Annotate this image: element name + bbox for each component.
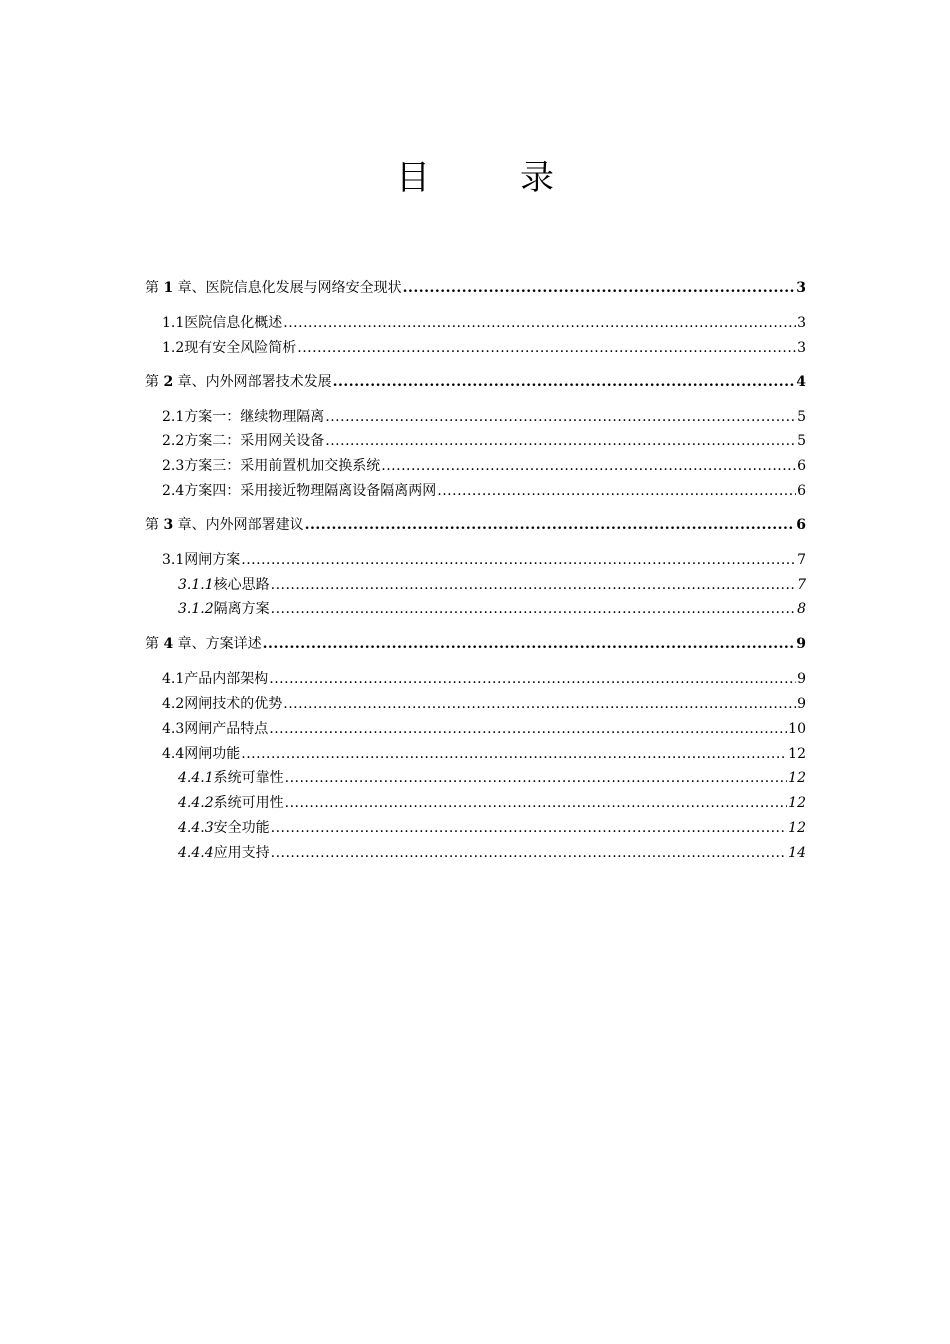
- toc-leader-dots: [269, 720, 787, 738]
- toc-entry-number: 3.1: [162, 552, 185, 568]
- toc-entry-4-4-3[interactable]: [178, 819, 806, 837]
- toc-page-number: 6: [797, 483, 806, 499]
- toc-entry-number: 4.1: [162, 671, 185, 687]
- toc-leader-dots: [285, 794, 788, 812]
- toc-entry-1-1[interactable]: [162, 314, 806, 332]
- toc-entry-title: 系统可靠性: [213, 770, 284, 786]
- toc-leader-dots: [325, 432, 796, 450]
- toc-entry-number: 2.3: [162, 458, 185, 474]
- toc-entry-title: 现有安全风险简析: [184, 340, 297, 356]
- toc-entry-title: 核心思路: [213, 577, 270, 593]
- toc-page-number: 14: [788, 845, 806, 861]
- toc-entry-number: 3.1.2: [178, 601, 214, 617]
- toc-entry-title: 网闸功能: [184, 746, 241, 762]
- toc-entry-title: 方案四：采用接近物理隔离设备隔离两网: [184, 483, 437, 499]
- toc-leader-dots: [297, 339, 796, 357]
- toc-entry-1-2[interactable]: [162, 339, 806, 357]
- toc-entry-title: 方案二：采用网关设备: [184, 433, 325, 449]
- toc-entry-number: 2.2: [162, 433, 185, 449]
- toc-page-number: 12: [788, 770, 806, 786]
- toc-leader-dots: [305, 516, 796, 534]
- toc-entry-chapter-4[interactable]: [145, 635, 806, 653]
- toc-entry-number: 第 4 章、: [145, 636, 206, 652]
- toc-leader-dots: [403, 279, 796, 297]
- toc-entry-chapter-3[interactable]: [145, 516, 806, 534]
- toc-entry-number: 2.1: [162, 409, 185, 425]
- toc-page-number: 12: [788, 746, 806, 762]
- toc-entry-title: 网闸方案: [184, 552, 241, 568]
- toc-leader-dots: [283, 314, 796, 332]
- toc-page-number: 3: [796, 280, 806, 296]
- toc-entry-title: 应用支持: [213, 845, 270, 861]
- toc-page-number: 7: [797, 577, 806, 593]
- toc-entry-title: 系统可用性: [213, 795, 284, 811]
- toc-entry-number: 第 2 章、: [145, 374, 206, 390]
- toc-entry-number: 4.4: [162, 746, 185, 762]
- toc-leader-dots: [325, 408, 796, 426]
- toc-entry-4-4-4[interactable]: [178, 844, 806, 862]
- toc-leader-dots: [271, 844, 788, 862]
- toc-entry-number: 4.3: [162, 721, 185, 737]
- toc-entry-chapter-1[interactable]: [145, 279, 806, 297]
- toc-page-number: 9: [797, 696, 806, 712]
- toc-entry-title: 网闸产品特点: [184, 721, 269, 737]
- toc-entry-4-2[interactable]: [162, 695, 806, 713]
- toc-entry-number: 1.1: [162, 315, 185, 331]
- toc-entry-number: 2.4: [162, 483, 185, 499]
- toc-leader-dots: [241, 745, 787, 763]
- toc-entry-2-1[interactable]: [162, 408, 806, 426]
- toc-leader-dots: [241, 551, 796, 569]
- toc-leader-dots: [285, 769, 788, 787]
- toc-entry-title: 医院信息化概述: [184, 315, 283, 331]
- toc-page-number: 5: [797, 409, 806, 425]
- toc-entry-chapter-2[interactable]: [145, 373, 806, 391]
- toc-page-number: 7: [797, 552, 806, 568]
- toc-page-number: 6: [797, 458, 806, 474]
- toc-leader-dots: [271, 600, 796, 618]
- toc-leader-dots: [263, 635, 796, 653]
- toc-entry-title: 方案详述: [205, 636, 262, 652]
- toc-page-number: 4: [796, 374, 806, 390]
- toc-page-number: 12: [788, 820, 806, 836]
- toc-entry-number: 4.4.3: [178, 820, 214, 836]
- toc-page-number: 8: [797, 601, 806, 617]
- toc-page-number: 12: [788, 795, 806, 811]
- toc-entry-2-4[interactable]: [162, 482, 806, 500]
- toc-leader-dots: [437, 482, 796, 500]
- toc-page-number: 5: [797, 433, 806, 449]
- toc-entry-4-3[interactable]: [162, 720, 806, 738]
- toc-entry-4-1[interactable]: [162, 670, 806, 688]
- toc-entry-title: 内外网部署技术发展: [205, 374, 332, 390]
- toc-entry-number: 1.2: [162, 340, 185, 356]
- toc-page-number: 9: [796, 636, 806, 652]
- toc-entry-number: 4.4.4: [178, 845, 214, 861]
- toc-entry-title: 产品内部架构: [184, 671, 269, 687]
- toc-page-number: 3: [797, 315, 806, 331]
- toc-entry-title: 安全功能: [213, 820, 270, 836]
- toc-leader-dots: [381, 457, 796, 475]
- toc-entry-number: 4.4.1: [178, 770, 214, 786]
- toc-entry-title: 方案三：采用前置机加交换系统: [184, 458, 381, 474]
- toc-page-number: 10: [788, 721, 806, 737]
- toc-entry-4-4-2[interactable]: [178, 794, 806, 812]
- toc-leader-dots: [283, 695, 796, 713]
- toc-leader-dots: [271, 576, 796, 594]
- toc-entry-number: 3.1.1: [178, 577, 214, 593]
- toc-entry-number: 第 3 章、: [145, 517, 206, 533]
- toc-entry-number: 4.2: [162, 696, 185, 712]
- toc-entry-title: 方案一：继续物理隔离: [184, 409, 325, 425]
- toc-entry-title: 医院信息化发展与网络安全现状: [205, 280, 402, 296]
- toc-entry-title: 隔离方案: [213, 601, 270, 617]
- toc-entry-3-1[interactable]: [162, 551, 806, 569]
- toc-entry-title: 内外网部署建议: [205, 517, 304, 533]
- toc-entry-3-1-1[interactable]: [178, 576, 806, 594]
- toc-leader-dots: [271, 819, 788, 837]
- toc-leader-dots: [333, 373, 796, 391]
- toc-page-number: 3: [797, 340, 806, 356]
- toc-entry-2-2[interactable]: [162, 432, 806, 450]
- toc-entry-number: 4.4.2: [178, 795, 214, 811]
- page-title: 目 录: [396, 158, 582, 198]
- toc-page-number: 6: [796, 517, 806, 533]
- toc-entry-4-4[interactable]: [162, 745, 806, 763]
- toc-entry-2-3[interactable]: [162, 457, 806, 475]
- toc-entry-title: 网闸技术的优势: [184, 696, 283, 712]
- toc-entry-4-4-1[interactable]: [178, 769, 806, 787]
- toc-leader-dots: [269, 670, 796, 688]
- toc-entry-number: 第 1 章、: [145, 280, 206, 296]
- toc-page-number: 9: [797, 671, 806, 687]
- toc-entry-3-1-2[interactable]: [178, 600, 806, 618]
